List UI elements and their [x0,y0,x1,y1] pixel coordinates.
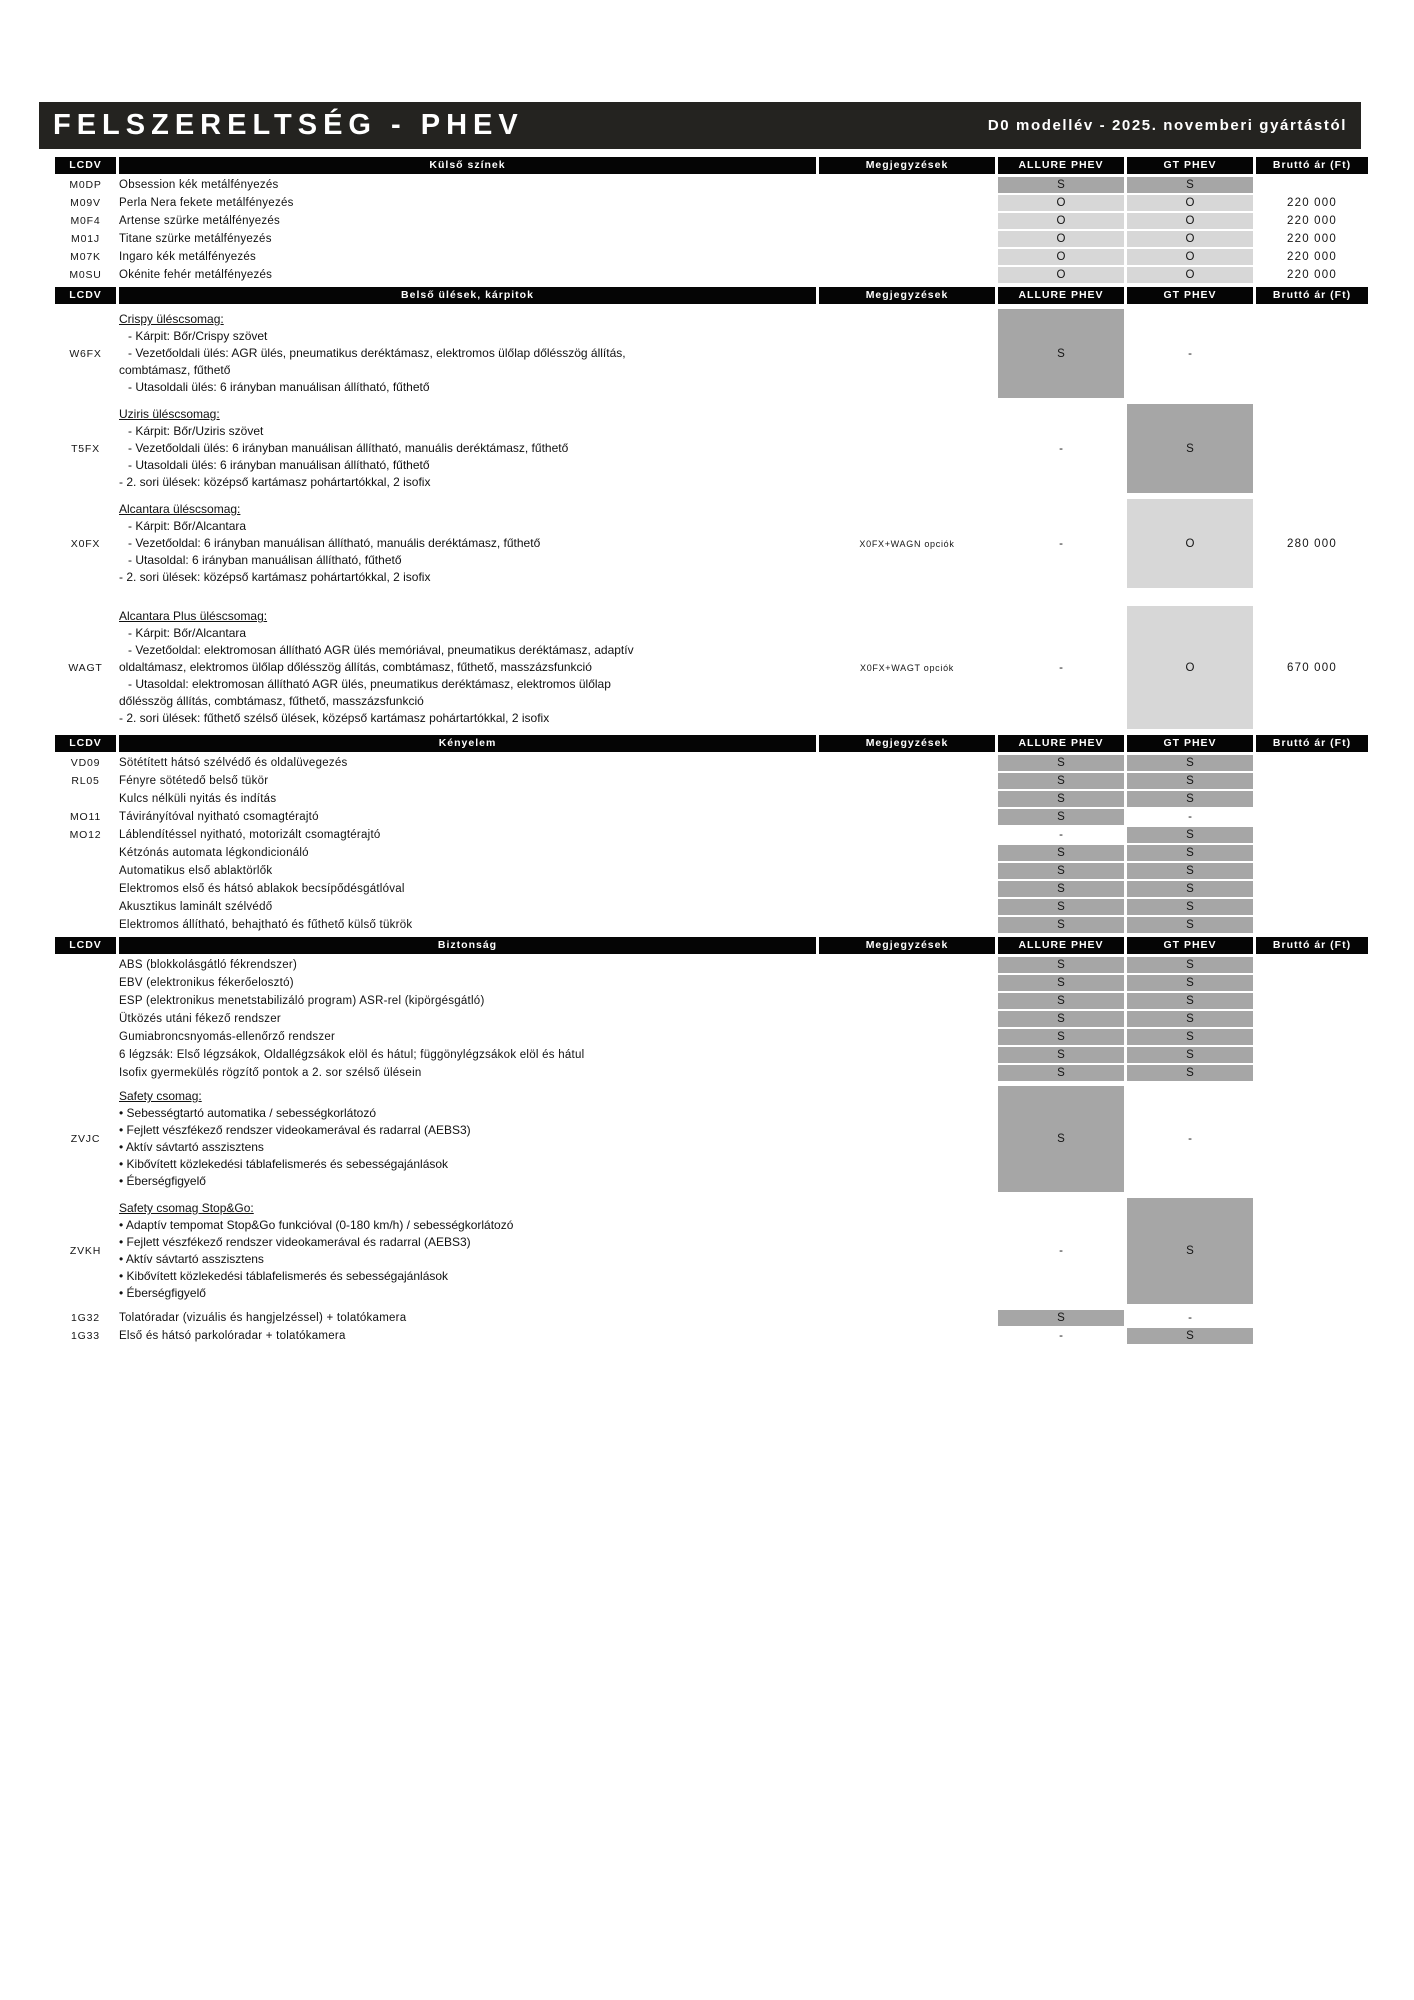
price-value: 280 000 [1287,537,1337,550]
gt-phev-value: S [1127,755,1253,771]
price-value [1256,975,1368,991]
note-text [819,1011,995,1027]
feature-name: Artense szürke metálfényezés [119,215,281,227]
allure-phev-value: S [998,993,1124,1009]
allure-phev-value: O [998,213,1124,229]
note-text [819,993,995,1009]
feature-line: • Kibővített közlekedési táblafelismerés és sebességajánlások [119,1269,449,1283]
table-row [55,863,1361,879]
feature-line: • Aktív sávtartó asszisztens [119,1252,264,1266]
allure-phev-value: S [998,917,1124,933]
section-title: Kényelem [119,735,816,752]
price-value [1256,773,1368,789]
feature-line: - Kárpit: Bőr/Uziris szövet [128,424,264,438]
column-header-lcdv: LCDV [55,287,116,304]
section-header-row [55,937,1361,954]
allure-phev-value: S [998,881,1124,897]
gt-phev-value: S [1127,863,1253,879]
allure-phev-value: S [998,1029,1124,1045]
price-value [1256,1065,1368,1081]
table-row [55,845,1361,861]
lcdv-code [55,975,116,991]
lcdv-code [55,1011,116,1027]
table-row [55,177,1361,193]
lcdv-code: RL05 [71,775,100,787]
lcdv-code: M0SU [69,269,102,281]
feature-name: ESP (elektronikus menetstabilizáló program) ASR-rel (kipörgésgátló) [119,995,485,1007]
allure-phev-value: - [1059,1245,1063,1257]
lcdv-code: MO12 [69,829,102,841]
note-text [819,845,995,861]
lcdv-code: 1G33 [71,1330,100,1342]
allure-phev-value: - [1059,661,1063,674]
price-value: 220 000 [1287,251,1337,263]
lcdv-code: MO11 [69,811,101,823]
table-row [55,1065,1361,1081]
table-row [55,606,1361,729]
feature-line: combtámasz, fűthető [119,363,231,377]
table-row [55,195,1361,211]
feature-line: Safety csomag Stop&Go: [119,1201,254,1215]
lcdv-code: VD09 [70,757,101,769]
lcdv-code [55,957,116,973]
feature-name [119,309,816,398]
feature-line: - Utasoldali ülés: 6 irányban manuálisan állítható, fűthető [128,458,430,472]
section-title: Belső ülések, kárpitok [119,287,816,304]
feature-line: Alcantara Plus üléscsomag: [119,609,268,623]
allure-phev-value: O [998,231,1124,247]
feature-line: • Fejlett vészfékező rendszer videokamerával és radarral (AEBS3) [119,1123,471,1137]
price-value [1256,1029,1368,1045]
feature-name: Elektromos első és hátsó ablakok becsípődésgátlóval [119,883,405,895]
gt-phev-value: S [1127,1047,1253,1063]
column-header-allure-phev: ALLURE PHEV [998,157,1124,174]
gt-phev-value: S [1127,791,1253,807]
note-text [819,1328,995,1344]
price-value [1256,1328,1368,1344]
feature-name: Titane szürke metálfényezés [119,233,272,245]
column-header-allure-phev: ALLURE PHEV [998,735,1124,752]
note-text [819,177,995,193]
table-row [55,809,1361,825]
feature-line: - Utasoldal: 6 irányban manuálisan állítható, fűthető [128,553,402,567]
gt-phev-value: O [1127,213,1253,229]
feature-line: - Kárpit: Bőr/Alcantara [128,519,247,533]
note-text [819,917,995,933]
table-row [55,899,1361,915]
price-value [1256,993,1368,1009]
allure-phev-value: S [998,899,1124,915]
lcdv-code: W6FX [69,347,102,360]
note-text [819,809,995,825]
note-text [819,755,995,771]
table-row [55,993,1361,1009]
column-header-notes: Megjegyzések [819,157,995,174]
feature-line: oldaltámasz, elektromos ülőlap dőlésszög állítás, combtámasz, fűthető, masszázsfunkció [119,660,592,674]
table-row [55,213,1361,229]
lcdv-code [55,899,116,915]
note-text [819,1198,995,1304]
column-header-allure-phev: ALLURE PHEV [998,287,1124,304]
allure-phev-value: - [1059,829,1063,841]
price-value [1256,827,1368,843]
column-header-gt-phev: GT PHEV [1127,287,1253,304]
feature-name: Távirányítóval nyitható csomagtérajtó [119,811,319,823]
table-row [55,957,1361,973]
column-header-lcdv: LCDV [55,157,116,174]
feature-line: - Kárpit: Bőr/Alcantara [128,626,247,640]
column-header-lcdv: LCDV [55,937,116,954]
gt-phev-value: O [1127,606,1253,729]
allure-phev-value: S [998,1065,1124,1081]
lcdv-code: ZVJC [70,1133,101,1145]
price-value: 220 000 [1287,215,1337,227]
lcdv-code: M07K [70,251,101,263]
column-header-notes: Megjegyzések [819,937,995,954]
gt-phev-value: - [1188,811,1192,823]
feature-name: Isofix gyermekülés rögzítő pontok a 2. sor szélső ülésein [119,1067,422,1079]
lcdv-code: WAGT [68,661,103,674]
price-value [1256,863,1368,879]
allure-phev-value: O [998,195,1124,211]
price-value [1256,809,1368,825]
feature-line: - Vezetőoldal: 6 irányban manuálisan állítható, manuális deréktámasz, fűthető [128,536,541,550]
feature-line: - 2. sori ülések: középső kartámasz pohártartókkal, 2 isofix [119,475,431,489]
table-row [55,404,1361,493]
table-row [55,231,1361,247]
feature-line: - 2. sori ülések: fűthető szélső ülések, középső kartámasz pohártartókkal, 2 isofix [119,711,550,725]
column-header-gt-phev: GT PHEV [1127,735,1253,752]
feature-name: Fényre sötétedő belső tükör [119,775,269,787]
allure-phev-value: S [998,845,1124,861]
lcdv-code: ZVKH [69,1245,102,1257]
allure-phev-value: S [998,1011,1124,1027]
feature-line: dőlésszög állítás, combtámasz, fűthető, masszázsfunkció [119,694,424,708]
note-text [819,309,995,398]
column-header-notes: Megjegyzések [819,287,995,304]
feature-name: Ütközés utáni fékező rendszer [119,1013,281,1025]
column-header-allure-phev: ALLURE PHEV [998,937,1124,954]
feature-name: Gumiabroncsnyomás-ellenőrző rendszer [119,1031,336,1043]
feature-name [119,404,816,493]
lcdv-code: M0DP [69,179,102,191]
lcdv-code [55,1065,116,1081]
note-text [819,773,995,789]
gt-phev-value: S [1127,773,1253,789]
table-row [55,499,1361,588]
allure-phev-value: S [998,1086,1124,1192]
allure-phev-value: S [998,791,1124,807]
feature-name [119,1198,816,1304]
feature-line: • Fejlett vészfékező rendszer videokamerával és radarral (AEBS3) [119,1235,471,1249]
table-row [55,1029,1361,1045]
feature-line: - Utasoldal: elektromosan állítható AGR ülés, pneumatikus deréktámasz, elektromos ülőlap [128,677,611,691]
gt-phev-value: S [1127,1198,1253,1304]
note-text [819,231,995,247]
feature-name: 6 légzsák: Első légzsákok, Oldallégzsákok elöl és hátul; függönylégzsákok elöl és hátul [119,1049,585,1061]
price-value [1256,1310,1368,1326]
section-title: Biztonság [119,937,816,954]
allure-phev-value: O [998,267,1124,283]
feature-name: Kétzónás automata légkondicionáló [119,847,309,859]
gt-phev-value: O [1127,231,1253,247]
feature-name [119,1086,816,1192]
section-header-row [55,157,1361,174]
allure-phev-value: - [1059,1330,1063,1342]
note-text [819,267,995,283]
note-text [819,1086,995,1192]
allure-phev-value: S [998,1310,1124,1326]
price-value: 220 000 [1287,197,1337,209]
gt-phev-value: S [1127,993,1253,1009]
note-text [819,1310,995,1326]
table-row [55,975,1361,991]
note-text: X0FX+WAGT opciók [860,662,954,673]
table-row [55,827,1361,843]
price-value: 220 000 [1287,269,1337,281]
section-title: Külső színek [119,157,816,174]
gt-phev-value: S [1127,827,1253,843]
feature-name: Ingaro kék metálfényezés [119,251,257,263]
feature-line: • Sebességtartó automatika / sebességkorlátozó [119,1106,377,1120]
section-header-row [55,287,1361,304]
price-value [1256,899,1368,915]
lcdv-code [55,993,116,1009]
lcdv-code [55,881,116,897]
price-value [1256,1047,1368,1063]
page-title: FELSZERELTSÉG - PHEV [53,109,524,141]
table-row [55,773,1361,789]
feature-name [119,499,816,588]
feature-name: Perla Nera fekete metálfényezés [119,197,294,209]
column-header-price: Bruttó ár (Ft) [1256,157,1368,174]
gt-phev-value: S [1127,1011,1253,1027]
feature-name: Láblendítéssel nyitható, motorizált csomagtérajtó [119,829,381,841]
gt-phev-value: S [1127,975,1253,991]
price-value: 220 000 [1287,233,1337,245]
note-text [819,195,995,211]
gt-phev-value: S [1127,1029,1253,1045]
table-row [55,755,1361,771]
column-header-lcdv: LCDV [55,735,116,752]
table-row [55,267,1361,283]
price-value [1256,957,1368,973]
note-text: X0FX+WAGN opciók [859,538,955,549]
feature-line: • Éberségfigyelő [119,1174,206,1188]
feature-name: Elektromos állítható, behajtható és fűthető külső tükrök [119,919,413,931]
price-value [1256,791,1368,807]
price-value: 670 000 [1287,661,1337,674]
gt-phev-value: S [1127,1328,1253,1344]
price-value [1256,917,1368,933]
allure-phev-value: S [998,177,1124,193]
allure-phev-value: O [998,249,1124,265]
price-value [1256,1198,1368,1304]
note-text [819,404,995,493]
table-row [55,1086,1361,1192]
feature-line: - Utasoldali ülés: 6 irányban manuálisan állítható, fűthető [128,380,430,394]
price-value [1256,755,1368,771]
feature-line: Alcantara üléscsomag: [119,502,241,516]
feature-name: Tolatóradar (vizuális és hangjelzéssel) + tolatókamera [119,1312,407,1324]
table-row [55,309,1361,398]
feature-name: Automatikus első ablaktörlők [119,865,273,877]
table-row [55,1198,1361,1304]
price-value [1256,1086,1368,1192]
table-row [55,791,1361,807]
price-value [1256,881,1368,897]
table-row [55,917,1361,933]
feature-name: ABS (blokkolásgátló fékrendszer) [119,959,298,971]
feature-name: Első és hátsó parkolóradar + tolatókamera [119,1330,346,1342]
gt-phev-value: O [1127,499,1253,588]
lcdv-code [55,845,116,861]
feature-line: • Kibővített közlekedési táblafelismerés és sebességajánlások [119,1157,449,1171]
feature-line: - Vezetőoldal: elektromosan állítható AGR ülés memóriával, pneumatikus deréktámasz, adaptív [128,643,634,657]
gt-phev-value: O [1127,249,1253,265]
feature-name: Obsession kék metálfényezés [119,179,279,191]
note-text [819,827,995,843]
feature-name: EBV (elektronikus fékerőelosztó) [119,977,294,989]
allure-phev-value: - [1059,442,1063,455]
feature-line: Safety csomag: [119,1089,202,1103]
feature-line: Uziris üléscsomag: [119,407,220,421]
feature-name: Akusztikus laminált szélvédő [119,901,273,913]
lcdv-code [55,1029,116,1045]
column-header-notes: Megjegyzések [819,735,995,752]
lcdv-code: M0F4 [70,215,101,227]
feature-line: - Kárpit: Bőr/Crispy szövet [128,329,268,343]
lcdv-code [55,791,116,807]
price-value [1256,177,1368,193]
column-header-gt-phev: GT PHEV [1127,157,1253,174]
feature-line: - Vezetőoldali ülés: 6 irányban manuálisan állítható, manuális deréktámasz, fűthető [128,441,569,455]
allure-phev-value: S [998,957,1124,973]
feature-name: Okénite fehér metálfényezés [119,269,273,281]
allure-phev-value: S [998,975,1124,991]
gt-phev-value: S [1127,177,1253,193]
allure-phev-value: S [998,309,1124,398]
price-value [1256,309,1368,398]
note-text [819,249,995,265]
note-text [819,975,995,991]
column-header-gt-phev: GT PHEV [1127,937,1253,954]
note-text [819,791,995,807]
gt-phev-value: - [1188,347,1192,360]
table-row [55,249,1361,265]
feature-name: Kulcs nélküli nyitás és indítás [119,793,277,805]
gt-phev-value: - [1188,1133,1192,1145]
allure-phev-value: - [1059,537,1063,550]
gt-phev-value: O [1127,267,1253,283]
column-header-price: Bruttó ár (Ft) [1256,735,1368,752]
gt-phev-value: S [1127,917,1253,933]
allure-phev-value: S [998,755,1124,771]
note-text [819,213,995,229]
feature-name [119,606,816,729]
lcdv-code [55,917,116,933]
equipment-table [55,153,1361,1346]
feature-line: Crispy üléscsomag: [119,312,224,326]
price-value [1256,845,1368,861]
feature-line: - 2. sori ülések: középső kartámasz pohártartókkal, 2 isofix [119,570,431,584]
section-header-row [55,735,1361,752]
gt-phev-value: S [1127,899,1253,915]
gt-phev-value: S [1127,404,1253,493]
table-row [55,881,1361,897]
gt-phev-value: O [1127,195,1253,211]
table-row [55,1011,1361,1027]
lcdv-code: 1G32 [71,1312,100,1324]
model-year-note: D0 modellév - 2025. novemberi gyártástól [987,117,1347,134]
gt-phev-value: S [1127,1065,1253,1081]
gt-phev-value: S [1127,881,1253,897]
note-text [819,1047,995,1063]
column-header-price: Bruttó ár (Ft) [1256,937,1368,954]
feature-line: • Aktív sávtartó asszisztens [119,1140,264,1154]
allure-phev-value: S [998,863,1124,879]
allure-phev-value: S [998,773,1124,789]
feature-line: • Éberségfigyelő [119,1286,206,1300]
gt-phev-value: S [1127,845,1253,861]
gt-phev-value: - [1188,1312,1192,1324]
lcdv-code: M09V [70,197,101,209]
note-text [819,1029,995,1045]
allure-phev-value: S [998,809,1124,825]
note-text [819,1065,995,1081]
feature-line: • Adaptív tempomat Stop&Go funkcióval (0-180 km/h) / sebességkorlátozó [119,1218,514,1232]
table-row [55,1310,1361,1326]
table-row [55,1328,1361,1344]
gt-phev-value: S [1127,957,1253,973]
feature-name: Sötétített hátsó szélvédő és oldalüvegezés [119,757,348,769]
price-value [1256,1011,1368,1027]
lcdv-code: M01J [71,233,100,245]
lcdv-code: T5FX [71,442,100,455]
note-text [819,881,995,897]
lcdv-code [55,863,116,879]
feature-line: - Vezetőoldali ülés: AGR ülés, pneumatikus deréktámasz, elektromos ülőlap dőlésszög állítás, [128,346,626,360]
note-text [819,899,995,915]
note-text [819,863,995,879]
column-header-price: Bruttó ár (Ft) [1256,287,1368,304]
allure-phev-value: S [998,1047,1124,1063]
price-value [1256,404,1368,493]
lcdv-code [55,1047,116,1063]
note-text [819,957,995,973]
title-bar [39,102,1361,149]
lcdv-code: X0FX [70,537,101,550]
table-row [55,1047,1361,1063]
